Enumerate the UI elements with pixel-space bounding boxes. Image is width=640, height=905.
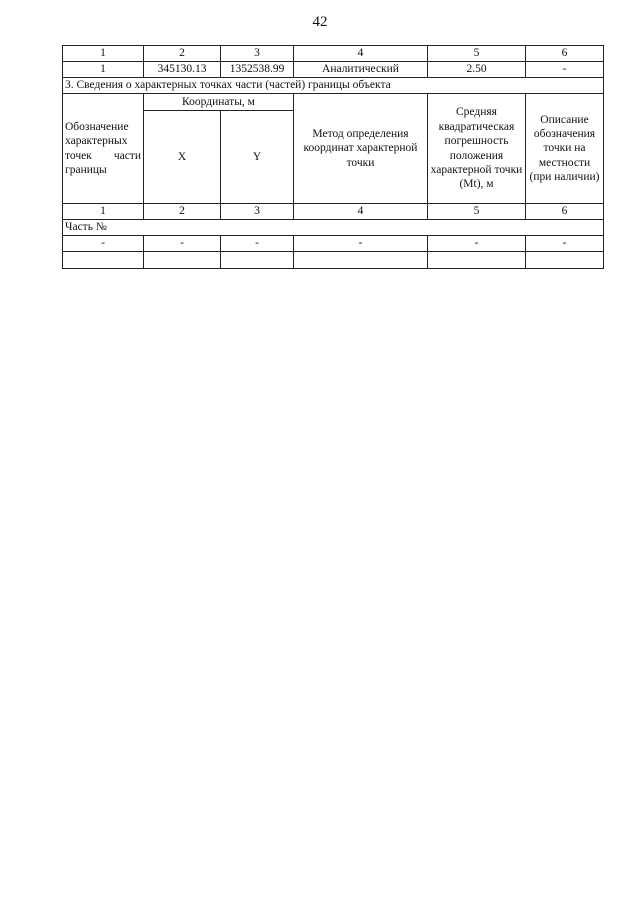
table-cell: -: [428, 236, 526, 252]
column-number-cell: 1: [63, 46, 144, 62]
column-number-cell: 5: [428, 204, 526, 220]
designation-header: Обозначение характерных точек части границы: [63, 94, 144, 204]
column-numbers-row: [63, 204, 604, 220]
coordinates-header: Координаты, м: [144, 94, 294, 111]
method-header: Метод определения координат характерной точки: [294, 94, 428, 204]
part-label-row: [63, 220, 604, 236]
description-cell: -: [526, 62, 604, 78]
empty-cell: [63, 252, 144, 269]
column-numbers-row: [63, 46, 604, 62]
column-number-cell: 3: [221, 204, 294, 220]
error-cell: 2.50: [428, 62, 526, 78]
x-coordinate-cell: 345130.13: [144, 62, 221, 78]
point-number-cell: 1: [63, 62, 144, 78]
column-number-cell: 1: [63, 204, 144, 220]
column-number-cell: 4: [294, 204, 428, 220]
page-number: 42: [312, 14, 328, 30]
empty-cell: [294, 252, 428, 269]
table-cell: -: [221, 236, 294, 252]
boundary-points-table: [62, 45, 604, 269]
method-cell: Аналитический: [294, 62, 428, 78]
column-number-cell: 2: [144, 46, 221, 62]
section-title-row: [63, 78, 604, 94]
description-header: Описание обозначения точки на местности (при наличии): [526, 94, 604, 204]
column-number-cell: 4: [294, 46, 428, 62]
error-header: Средняя квадратическая погрешность положения характерной точки (Mt), м: [428, 94, 526, 204]
table-cell: -: [526, 236, 604, 252]
column-number-cell: 6: [526, 204, 604, 220]
x-header: X: [144, 111, 221, 204]
empty-row: [63, 252, 604, 269]
empty-cell: [526, 252, 604, 269]
column-number-cell: 6: [526, 46, 604, 62]
empty-cell: [144, 252, 221, 269]
part-label: Часть №: [63, 220, 604, 236]
section-title: 3. Сведения о характерных точках части (частей) границы объекта: [63, 78, 604, 94]
table-cell: -: [294, 236, 428, 252]
table-cell: -: [144, 236, 221, 252]
column-number-cell: 3: [221, 46, 294, 62]
y-coordinate-cell: 1352538.99: [221, 62, 294, 78]
y-header: Y: [221, 111, 294, 204]
column-number-cell: 2: [144, 204, 221, 220]
table-row: [63, 62, 604, 78]
header-row: [63, 94, 604, 111]
empty-cell: [428, 252, 526, 269]
empty-cell: [221, 252, 294, 269]
table-row: [63, 236, 604, 252]
table-cell: -: [63, 236, 144, 252]
column-number-cell: 5: [428, 46, 526, 62]
